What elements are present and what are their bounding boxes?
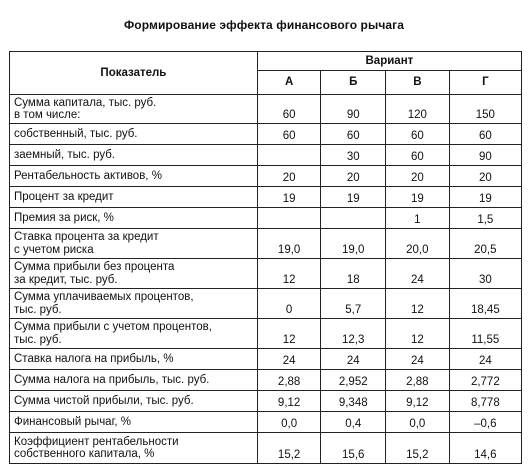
row-value: 60 [257, 95, 321, 124]
row-value: 60 [386, 145, 450, 166]
table-row [10, 319, 522, 349]
table-body [10, 95, 522, 464]
row-value: 19 [386, 187, 450, 208]
row-value: 20 [449, 166, 521, 187]
table-row [10, 259, 522, 289]
row-label: Рентабельность активов, % [10, 166, 258, 187]
table-row [10, 433, 522, 464]
row-value: 19 [321, 187, 386, 208]
row-value: 11,55 [449, 319, 521, 349]
indicator-header: Показатель [10, 52, 258, 95]
row-value: 12 [386, 289, 450, 319]
row-value [321, 208, 386, 229]
row-label: Сумма чистой прибыли, тыс. руб. [10, 391, 258, 412]
row-value: 19,0 [321, 229, 386, 259]
row-value: 19 [257, 187, 321, 208]
row-value: 60 [321, 124, 386, 145]
row-value: 9,12 [386, 391, 450, 412]
row-value: 24 [321, 349, 386, 370]
table-row [10, 166, 522, 187]
row-value: 120 [386, 95, 450, 124]
table-row [10, 95, 522, 124]
table-row [10, 289, 522, 319]
row-value: 14,6 [449, 433, 521, 464]
column-header-v: В [386, 71, 450, 95]
row-label: Ставка налога на прибыль, % [10, 349, 258, 370]
table-row [10, 370, 522, 391]
row-value: 18,45 [449, 289, 521, 319]
row-label: Сумма капитала, тыс. руб. в том числе: [10, 95, 258, 124]
table-row [10, 145, 522, 166]
row-value: 2,772 [449, 370, 521, 391]
row-value: 9,348 [321, 391, 386, 412]
row-value: 20 [386, 166, 450, 187]
row-value: 19 [449, 187, 521, 208]
row-value: 15,2 [257, 433, 321, 464]
row-value: 1,5 [449, 208, 521, 229]
row-value: 20 [321, 166, 386, 187]
row-value: 20 [257, 166, 321, 187]
row-value: 30 [321, 145, 386, 166]
row-label: собственный, тыс. руб. [10, 124, 258, 145]
row-value [257, 208, 321, 229]
table-row [10, 187, 522, 208]
row-value: 18 [321, 259, 386, 289]
row-value: –0,6 [449, 412, 521, 433]
row-value: 20,0 [386, 229, 450, 259]
column-header-a: А [257, 71, 321, 95]
row-value: 60 [449, 124, 521, 145]
row-value: 5,7 [321, 289, 386, 319]
row-value: 19,0 [257, 229, 321, 259]
header-row-top [10, 52, 522, 71]
row-value: 2,88 [257, 370, 321, 391]
row-value: 24 [449, 349, 521, 370]
row-value: 0,0 [386, 412, 450, 433]
table-row [10, 124, 522, 145]
table-row [10, 391, 522, 412]
row-value: 90 [321, 95, 386, 124]
table-row [10, 412, 522, 433]
row-value: 12 [257, 319, 321, 349]
column-header-b: Б [321, 71, 386, 95]
row-label: Премия за риск, % [10, 208, 258, 229]
row-value: 0,4 [321, 412, 386, 433]
row-value: 150 [449, 95, 521, 124]
row-value: 60 [257, 124, 321, 145]
row-value: 90 [449, 145, 521, 166]
row-value: 15,2 [386, 433, 450, 464]
table-row [10, 349, 522, 370]
row-label: Сумма налога на прибыль, тыс. руб. [10, 370, 258, 391]
row-value: 30 [449, 259, 521, 289]
row-label: Коэффициент рентабельности собственного капитала, % [10, 433, 258, 464]
row-value: 0 [257, 289, 321, 319]
row-value [257, 145, 321, 166]
row-value: 20,5 [449, 229, 521, 259]
row-value: 1 [386, 208, 450, 229]
row-label: Сумма прибыли без процента за кредит, тыс. руб. [10, 259, 258, 289]
row-value: 0,0 [257, 412, 321, 433]
financial-leverage-table [9, 51, 522, 464]
row-value: 2,88 [386, 370, 450, 391]
row-label: Финансовый рычаг, % [10, 412, 258, 433]
column-header-g: Г [449, 71, 521, 95]
table-row [10, 208, 522, 229]
document-title: Формирование эффекта финансового рычага [123, 18, 405, 32]
row-value: 60 [386, 124, 450, 145]
row-value: 24 [257, 349, 321, 370]
row-value: 8,778 [449, 391, 521, 412]
row-value: 9,12 [257, 391, 321, 412]
row-label: Ставка процента за кредит с учетом риска [10, 229, 258, 259]
row-label: заемный, тыс. руб. [10, 145, 258, 166]
variant-header: Вариант [257, 52, 521, 71]
row-label: Сумма уплачиваемых процентов, тыс. руб. [10, 289, 258, 319]
row-value: 12,3 [321, 319, 386, 349]
row-value: 12 [257, 259, 321, 289]
row-value: 15,6 [321, 433, 386, 464]
row-value: 24 [386, 259, 450, 289]
row-label: Сумма прибыли с учетом процентов, тыс. руб. [10, 319, 258, 349]
row-value: 12 [386, 319, 450, 349]
table-row [10, 229, 522, 259]
row-label: Процент за кредит [10, 187, 258, 208]
row-value: 24 [386, 349, 450, 370]
row-value: 2,952 [321, 370, 386, 391]
